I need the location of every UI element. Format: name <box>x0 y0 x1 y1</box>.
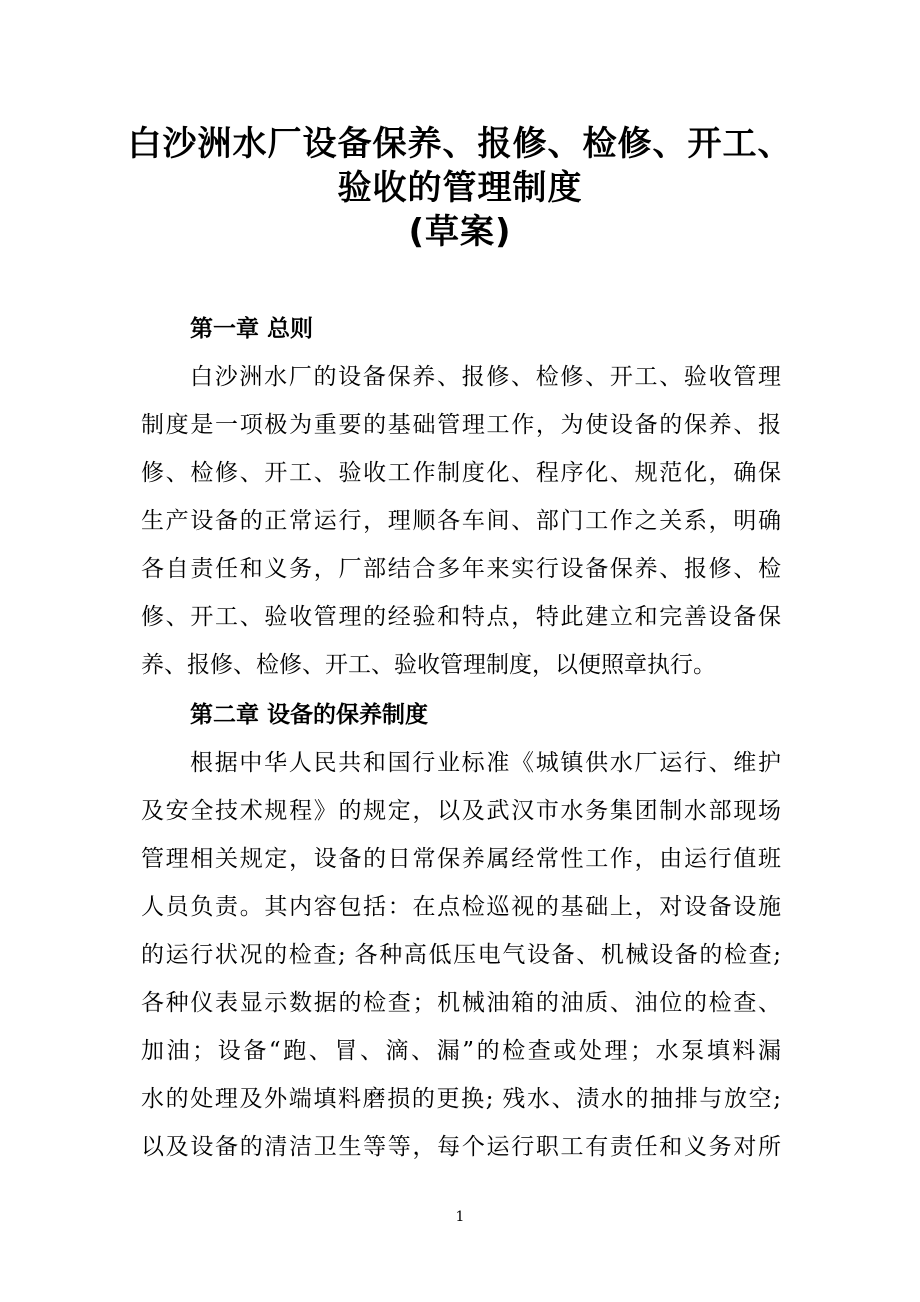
document-title-line-1: 白沙洲水厂设备保养、报修、检修、开工、 <box>127 124 793 164</box>
chapter-2-paragraph-line: 根据中华人民共和国行业标准《城镇供水厂运行、维护 <box>190 750 781 776</box>
chapter-1-heading: 第一章 总则 <box>190 316 314 342</box>
chapter-1-paragraph-line: 各自责任和义务，厂部结合多年来实行设备保养、报修、检 <box>141 556 781 582</box>
chapter-2-paragraph-line: 及安全技术规程》的规定，以及武汉市水务集团制水部现场 <box>141 798 781 824</box>
chapter-2-paragraph-line: 管理相关规定，设备的日常保养属经常性工作，由运行值班 <box>141 846 781 872</box>
chapter-2-paragraph-line: 的运行状况的检查; 各种高低压电气设备、机械设备的检查; <box>141 942 781 968</box>
chapter-2-paragraph-line: 人员负责。其内容包括：在点检巡视的基础上，对设备设施 <box>141 894 781 920</box>
chapter-1-paragraph-line: 修、开工、验收管理的经验和特点，特此建立和完善设备保 <box>141 604 781 630</box>
chapter-2-paragraph-line: 水的处理及外端填料磨损的更换; 残水、渍水的抽排与放空; <box>141 1086 781 1112</box>
document-title-subtitle: (草案) <box>408 212 512 252</box>
chapter-2-paragraph-line: 加油；设备“跑、冒、滴、漏”的检查或处理；水泵填料漏 <box>141 1038 781 1064</box>
chapter-2-paragraph-line: 以及设备的清洁卫生等等，每个运行职工有责任和义务对所 <box>141 1134 781 1160</box>
chapter-2-heading: 第二章 设备的保养制度 <box>190 702 429 728</box>
chapter-1-paragraph-line: 生产设备的正常运行，理顺各车间、部门工作之关系，明确 <box>141 508 781 534</box>
document-title-line-2: 验收的管理制度 <box>337 168 583 208</box>
chapter-1-paragraph-line: 白沙洲水厂的设备保养、报修、检修、开工、验收管理 <box>190 364 781 390</box>
chapter-2-paragraph-line: 各种仪表显示数据的检查；机械油箱的油质、油位的检查、 <box>141 990 781 1016</box>
chapter-1-paragraph-line: 修、检修、开工、验收工作制度化、程序化、规范化，确保 <box>141 460 781 486</box>
chapter-1-paragraph-line: 养、报修、检修、开工、验收管理制度，以便照章执行。 <box>141 652 716 678</box>
chapter-1-paragraph-line: 制度是一项极为重要的基础管理工作，为使设备的保养、报 <box>141 412 781 438</box>
page-number: 1 <box>455 1209 465 1225</box>
